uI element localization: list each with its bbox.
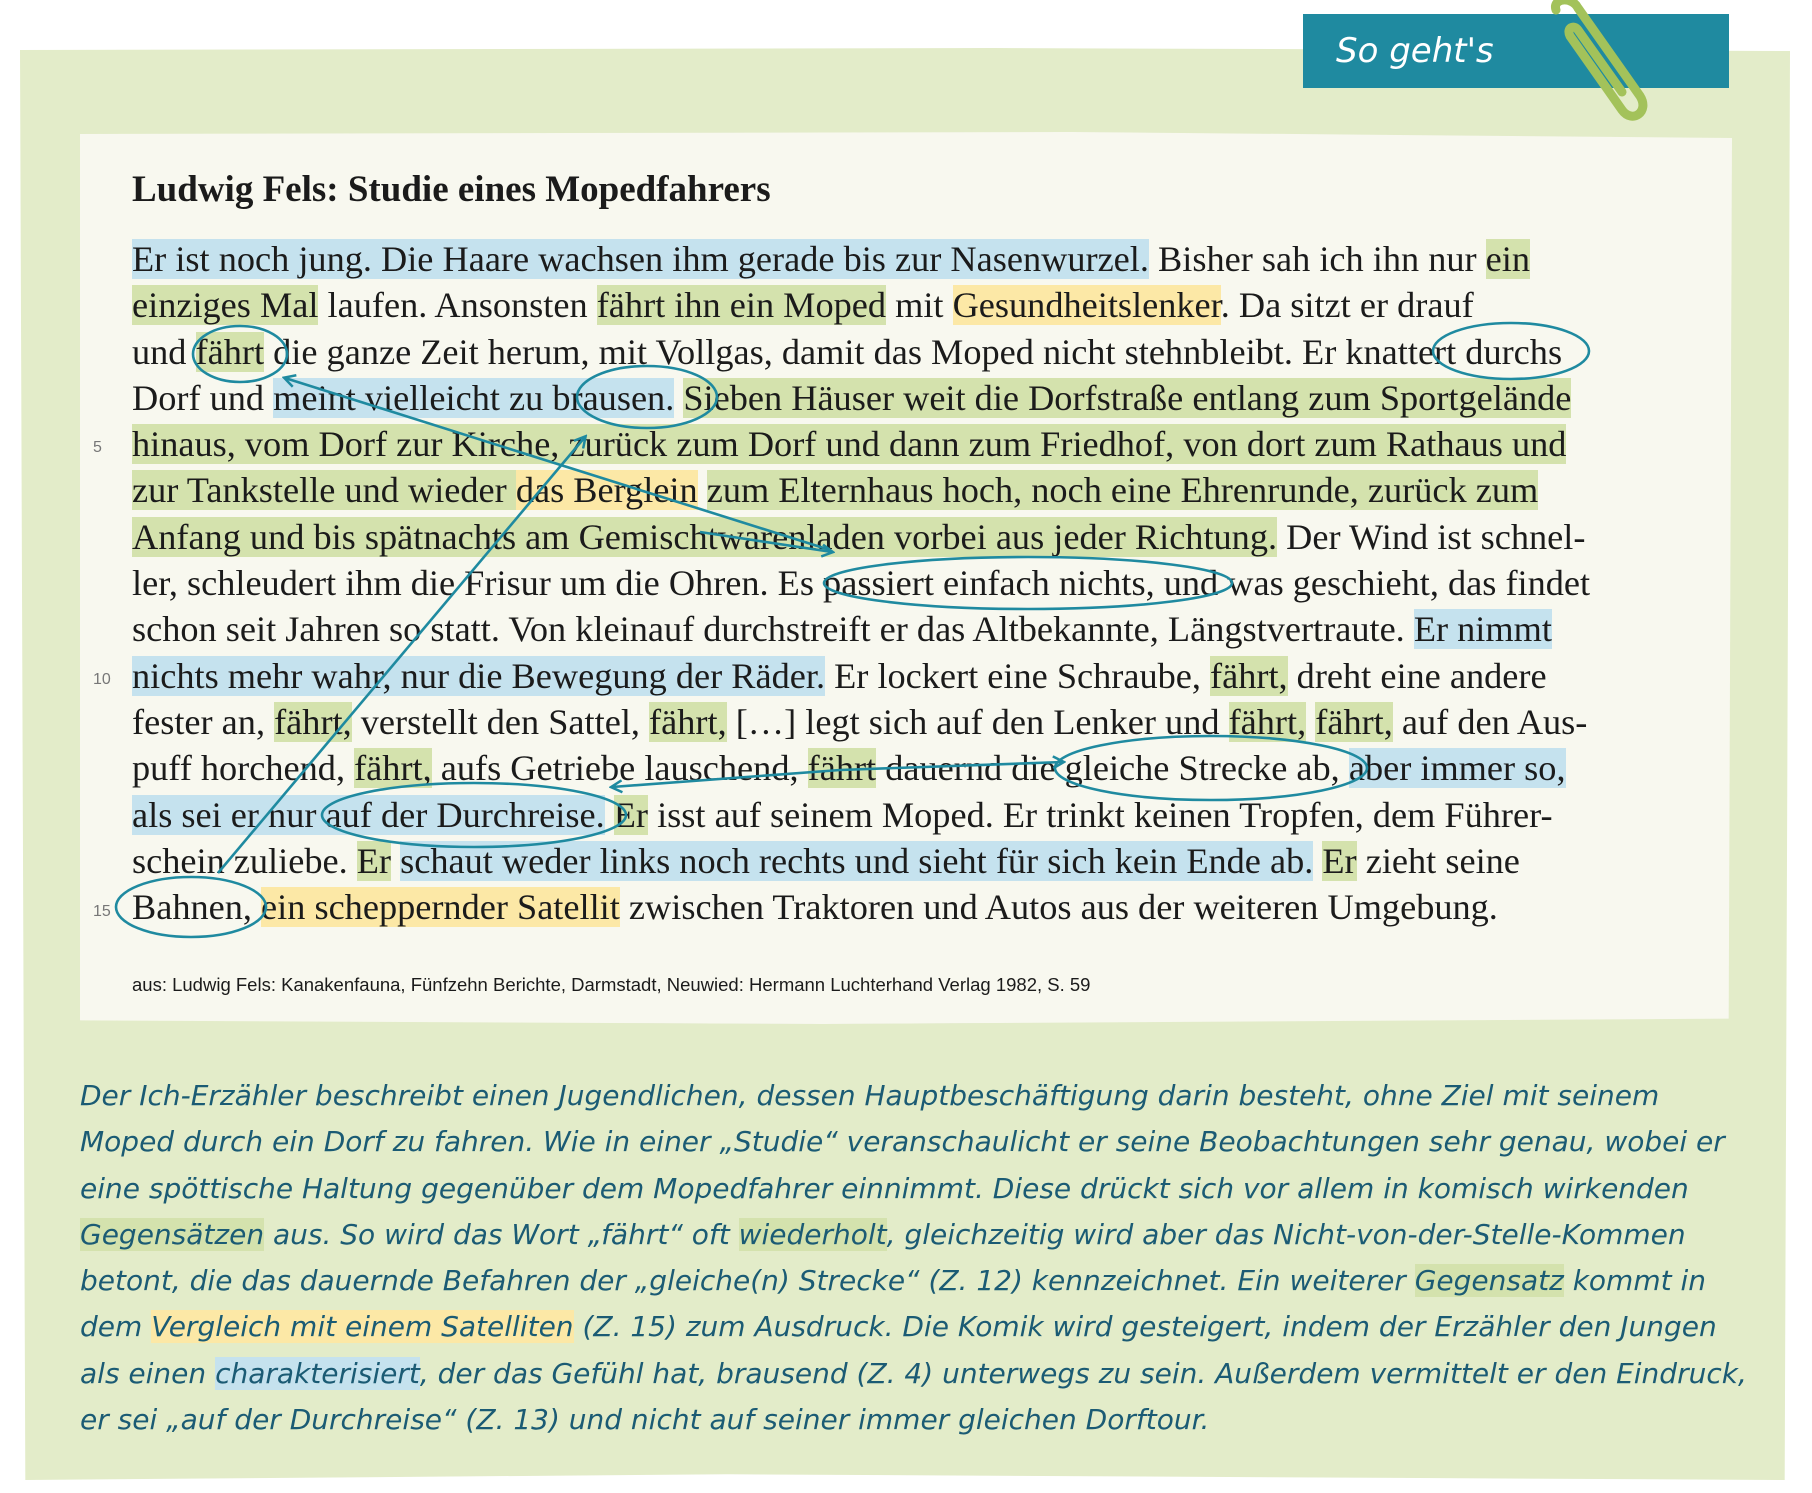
highlighted-phrase: aber immer so, (1348, 748, 1566, 789)
highlighted-phrase: zum Elternhaus hoch, noch eine Ehrenrunde, zurück zum (706, 470, 1539, 511)
text-line (132, 329, 1712, 375)
text-segment: kommt in (1563, 1264, 1707, 1298)
text-line (132, 236, 1712, 282)
text-segment: aus. So wird das Wort „fährt“ oft (264, 1217, 739, 1251)
highlighted-phrase: fährt (807, 748, 877, 789)
text-segment: aufs Getriebe lauschend, (431, 748, 808, 789)
story-text (132, 236, 1712, 930)
paperclip-icon (1540, 0, 1660, 130)
text-segment: Bisher sah ich ihn nur (1148, 239, 1486, 279)
text-line (132, 467, 1712, 513)
text-segment: […] legt sich auf den Lenker und (726, 701, 1229, 742)
highlighted-phrase: zur Tankstelle und wieder (132, 470, 516, 511)
text-line (132, 606, 1712, 652)
highlighted-phrase: hinaus, vom Dorf zur Kirche, zurück zum Dorf und dann zum Friedhof, von dort zum Rathaus und (132, 424, 1567, 465)
text-line (132, 514, 1712, 560)
text-line (132, 282, 1712, 328)
summary-line (80, 1397, 1760, 1443)
text-segment: schein zuliebe. (132, 840, 357, 881)
summary-line (80, 1351, 1760, 1397)
text-segment: dem (80, 1310, 152, 1344)
text-segment: Der Ich-Erzähler beschreibt einen Jugendlichen, dessen Hauptbeschäftigung darin besteht, ohne Ziel mit seinem (80, 1079, 1660, 1112)
text-segment: dauernd die gleiche Strecke ab, (876, 748, 1349, 789)
highlighted-phrase: fährt, (649, 701, 727, 742)
text-segment: , der das Gefühl hat, brausend (Z. 4) unterwegs zu sein. Außerdem vermittelt er den Eindruck, (419, 1356, 1747, 1390)
text-line (132, 699, 1712, 745)
highlighted-phrase: fährt, (274, 701, 352, 742)
text-segment: eine spöttische Haltung gegenüber dem Mopedfahrer einnimmt. Diese drückt sich vor allem in komisch wirkenden (80, 1171, 1689, 1205)
highlighted-phrase: fährt, (1228, 701, 1307, 742)
text-line (132, 560, 1712, 606)
text-segment: Dorf und (132, 377, 274, 418)
summary-line (80, 1304, 1760, 1350)
text-segment: ler, schleudert ihm die Frisur um die Ohren. Es passiert einfach nichts, und was geschieht, das findet (132, 563, 1591, 604)
text-segment: isst auf seinem Moped. Er trinkt keinen Tropfen, dem Führer- (648, 794, 1553, 835)
text-line (132, 375, 1712, 421)
highlighted-phrase: Sieben Häuser weit die Dorfstraße entlang zum Sportgelände (683, 377, 1572, 418)
text-line (132, 838, 1712, 884)
summary-line (80, 1212, 1760, 1258)
text-segment: zwischen Traktoren und Autos aus der weiteren Umgebung. (619, 887, 1498, 928)
text-segment: fester an, (132, 701, 275, 742)
highlighted-phrase: meint vielleicht zu brausen. (273, 377, 675, 418)
text-segment: auf den Aus- (1392, 701, 1588, 742)
text-segment: Bahnen, (132, 887, 262, 928)
line-number-15: 15 (93, 903, 111, 920)
text-segment: er sei „auf der Durchreise“ (Z. 13) und nicht auf seiner immer gleichen Dorftour. (80, 1403, 1210, 1437)
highlighted-phrase: Er ist noch jung. Die Haare wachsen ihm gerade bis zur Nasenwurzel. (132, 239, 1149, 279)
highlighted-phrase: charakterisiert (215, 1356, 420, 1390)
highlighted-phrase: ein (1485, 239, 1531, 279)
text-segment: die ganze Zeit herum, mit Vollgas, damit das Moped nicht stehnbleibt. Er knattert durchs (264, 331, 1563, 372)
highlighted-phrase: einziges Mal (132, 285, 319, 326)
text-segment (698, 470, 707, 510)
highlighted-phrase: fährt, (1315, 701, 1393, 742)
text-line (132, 792, 1712, 838)
highlighted-phrase: ein scheppernder Satellit (261, 887, 620, 928)
highlighted-phrase: wiederholt (738, 1217, 887, 1251)
text-segment (674, 378, 683, 418)
text-segment: betont, die das dauernde Befahren der „gleiche(n) Strecke“ (Z. 12) kennzeichnet. Ein weiterer (80, 1264, 1415, 1298)
text-segment: Der Wind ist schnel- (1277, 516, 1586, 557)
text-segment: mit (886, 285, 953, 326)
text-segment: Er lockert eine Schraube, (825, 655, 1211, 696)
highlighted-phrase: Er (356, 840, 392, 881)
text-line (132, 884, 1712, 930)
source-citation: aus: Ludwig Fels: Kanakenfauna, Fünfzehn Berichte, Darmstadt, Neuwied: Hermann Luchterhand Verlag 1982, S. 59 (132, 974, 1091, 995)
text-segment (605, 795, 614, 835)
line-number-10: 10 (93, 671, 111, 688)
text-segment: verstellt den Sattel, (351, 701, 650, 742)
text-segment: schon seit Jahren so statt. Von kleinauf durchstreift er das Altbekannte, Längstvertraute. (132, 609, 1414, 650)
highlighted-phrase: als sei er nur auf der Durchreise. (132, 794, 605, 835)
highlighted-phrase: Anfang und bis spätnachts am Gemischtwarenladen vorbei aus jeder Richtung. (132, 516, 1278, 557)
highlighted-phrase: Er (613, 794, 649, 835)
so-gehts-label: So geht's (1303, 14, 1729, 88)
text-segment: , gleichzeitig wird aber das Nicht-von-der-Stelle-Kommen (886, 1217, 1686, 1251)
summary-line (80, 1073, 1760, 1119)
text-segment: und (132, 331, 196, 372)
summary-text (80, 1073, 1760, 1443)
highlighted-phrase: das Berglein (515, 470, 698, 511)
summary-line (80, 1258, 1760, 1304)
highlighted-phrase: Er (1322, 840, 1357, 881)
highlighted-phrase: fährt ihn ein Moped (596, 285, 887, 326)
highlighted-phrase: nichts mehr wahr, nur die Bewegung der Räder. (132, 655, 826, 696)
text-segment: dreht eine andere (1287, 655, 1547, 696)
line-number-5: 5 (93, 439, 102, 456)
text-segment: . Da sitzt er drauf (1220, 285, 1474, 326)
text-segment: als einen (80, 1356, 216, 1390)
text-line (132, 653, 1712, 699)
text-segment (391, 841, 400, 881)
highlighted-phrase: Gegensätzen (80, 1217, 265, 1251)
summary-line (80, 1166, 1760, 1212)
summary-line (80, 1119, 1760, 1165)
highlighted-phrase: schaut weder links noch rechts und sieht für sich kein Ende ab. (400, 840, 1314, 881)
text-segment (1306, 702, 1315, 742)
highlighted-phrase: Er nimmt (1413, 609, 1552, 650)
text-segment: (Z. 15) zum Ausdruck. Die Komik wird gesteigert, indem der Erzähler den Jungen (573, 1310, 1717, 1344)
highlighted-phrase: Gegensatz (1414, 1264, 1564, 1298)
text-segment: zieht seine (1356, 840, 1520, 881)
highlighted-phrase: fährt, (1210, 655, 1288, 696)
document-title: Ludwig Fels: Studie eines Mopedfahrers (132, 169, 771, 210)
text-segment: laufen. Ansonsten (318, 285, 597, 326)
text-segment: Moped durch ein Dorf zu fahren. Wie in einer „Studie“ veranschaulicht er seine Beobachtungen sehr genau, wobei er (80, 1125, 1725, 1159)
text-line (132, 745, 1712, 791)
text-segment: puff horchend, (132, 748, 355, 789)
highlighted-phrase: Vergleich mit einem Satelliten (151, 1310, 574, 1344)
text-line (132, 421, 1712, 467)
highlighted-phrase: Gesundheitslenker (952, 285, 1221, 326)
highlighted-phrase: fährt (195, 331, 265, 372)
highlighted-phrase: fährt, (354, 748, 432, 789)
